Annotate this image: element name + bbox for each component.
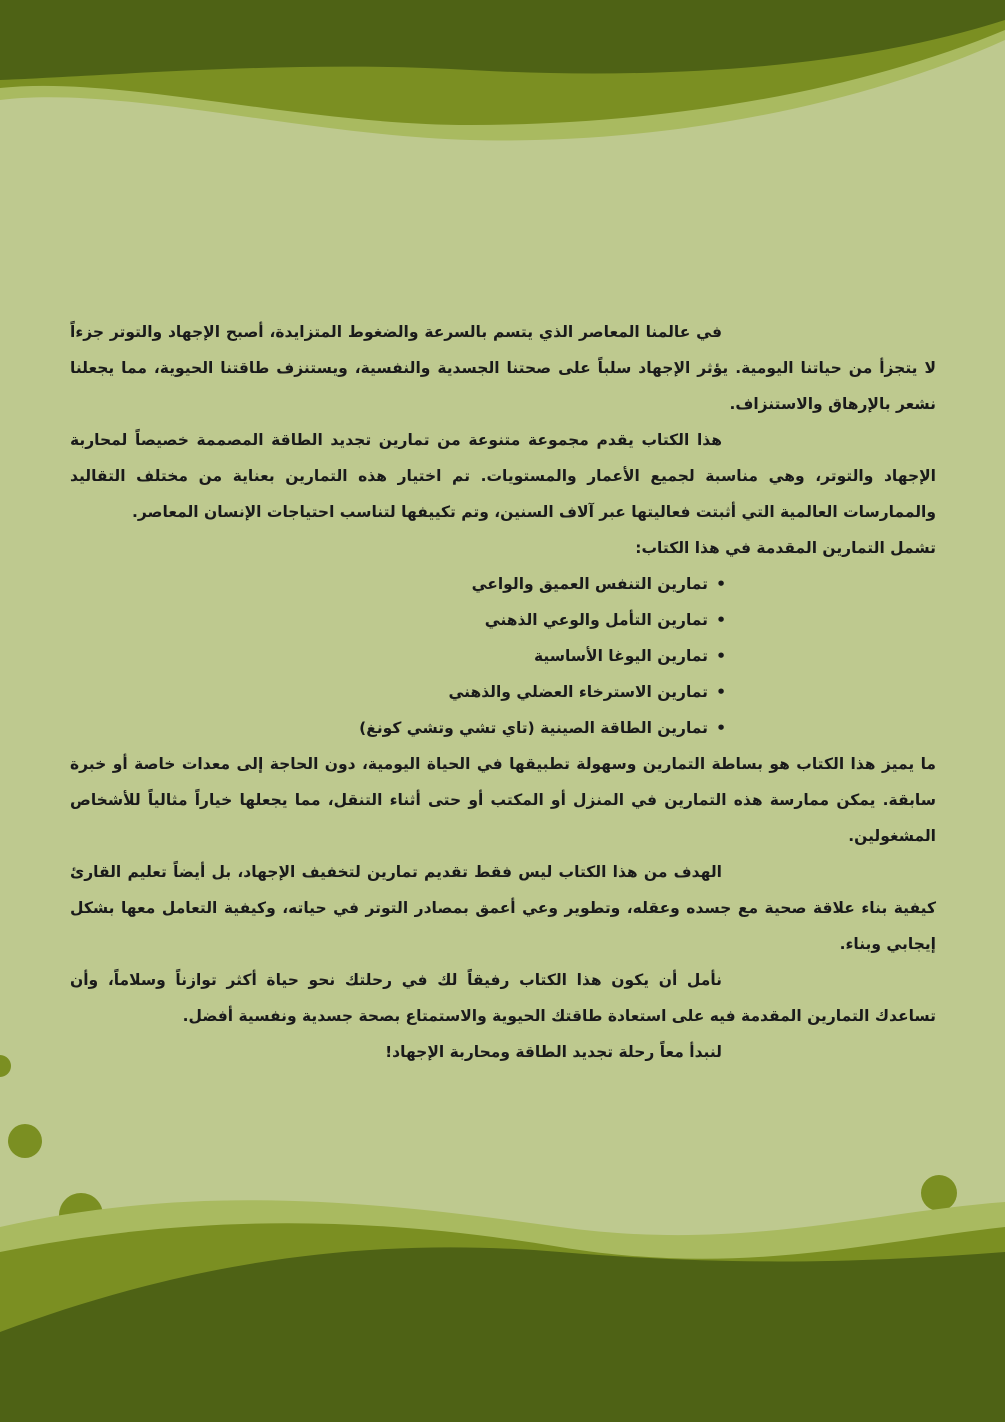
paragraph-book-offer: هذا الكتاب يقدم مجموعة متنوعة من تمارين تجديد الطاقة المصممة خصيصاً لمحاربة الإجهاد والتوتر، وهي مناسبة لجميع الأعمار والمستويات. تم اختيار هذه التمارين بعناية من مختلف التقاليد والممارسات العالمية التي أثبتت فعاليتها عبر آلاف السنين، وتم تكييفها لتناسب احتياجات الإنسان المعاصر. [70, 431, 936, 521]
list-item: • تمارين الاسترخاء العضلي والذهني [70, 674, 708, 710]
decorative-dot [0, 1055, 11, 1077]
paragraph-goal: الهدف من هذا الكتاب ليس فقط تقديم تمارين لتخفيف الإجهاد، بل أيضاً تعليم القارئ كيفية بناء علاقة صحية مع جسده وعقله، وتطوير وعي أعمق بمصادر التوتر في حياته، وكيفية التعامل معها بشكل إيجابي وبناء. [70, 863, 936, 953]
top-wave-decoration [0, 0, 1005, 160]
closing-line: لنبدأ معاً رحلة تجديد الطاقة ومحاربة الإجهاد! [385, 1043, 722, 1061]
document-body [70, 314, 936, 1070]
list-item: • تمارين التأمل والوعي الذهني [70, 602, 708, 638]
paragraph-hope: نأمل أن يكون هذا الكتاب رفيقاً لك في رحلتك نحو حياة أكثر توازناً وسلاماً، وأن تساعدك التمارين المقدمة فيه على استعادة طاقتك الحيوية والاستمتاع بصحة جسدية ونفسية أفضل. [70, 971, 936, 1025]
paragraph-intro: في عالمنا المعاصر الذي يتسم بالسرعة والضغوط المتزايدة، أصبح الإجهاد والتوتر جزءاً لا يتجزأ من حياتنا اليومية. يؤثر الإجهاد سلباً على صحتنا الجسدية والنفسية، ويستنزف طاقتنا الحيوية، مما يجعلنا نشعر بالإرهاق والاستنزاف. [70, 323, 936, 413]
exercise-list [70, 566, 936, 746]
decorative-dot [8, 1124, 42, 1158]
bottom-wave-decoration [0, 1182, 1005, 1422]
list-item: • تمارين التنفس العميق والواعي [70, 566, 708, 602]
list-intro: تشمل التمارين المقدمة في هذا الكتاب: [635, 539, 936, 557]
paragraph-simplicity: ما يميز هذا الكتاب هو بساطة التمارين وسهولة تطبيقها في الحياة اليومية، دون الحاجة إلى معدات خاصة أو خبرة سابقة. يمكن ممارسة هذه التمارين في المنزل أو المكتب أو حتى أثناء التنقل، مما يجعلها خياراً مثالياً للأشخاص المشغولين. [70, 755, 936, 845]
list-item: • تمارين اليوغا الأساسية [70, 638, 708, 674]
list-item: • تمارين الطاقة الصينية (تاي تشي وتشي كونغ) [70, 710, 708, 746]
